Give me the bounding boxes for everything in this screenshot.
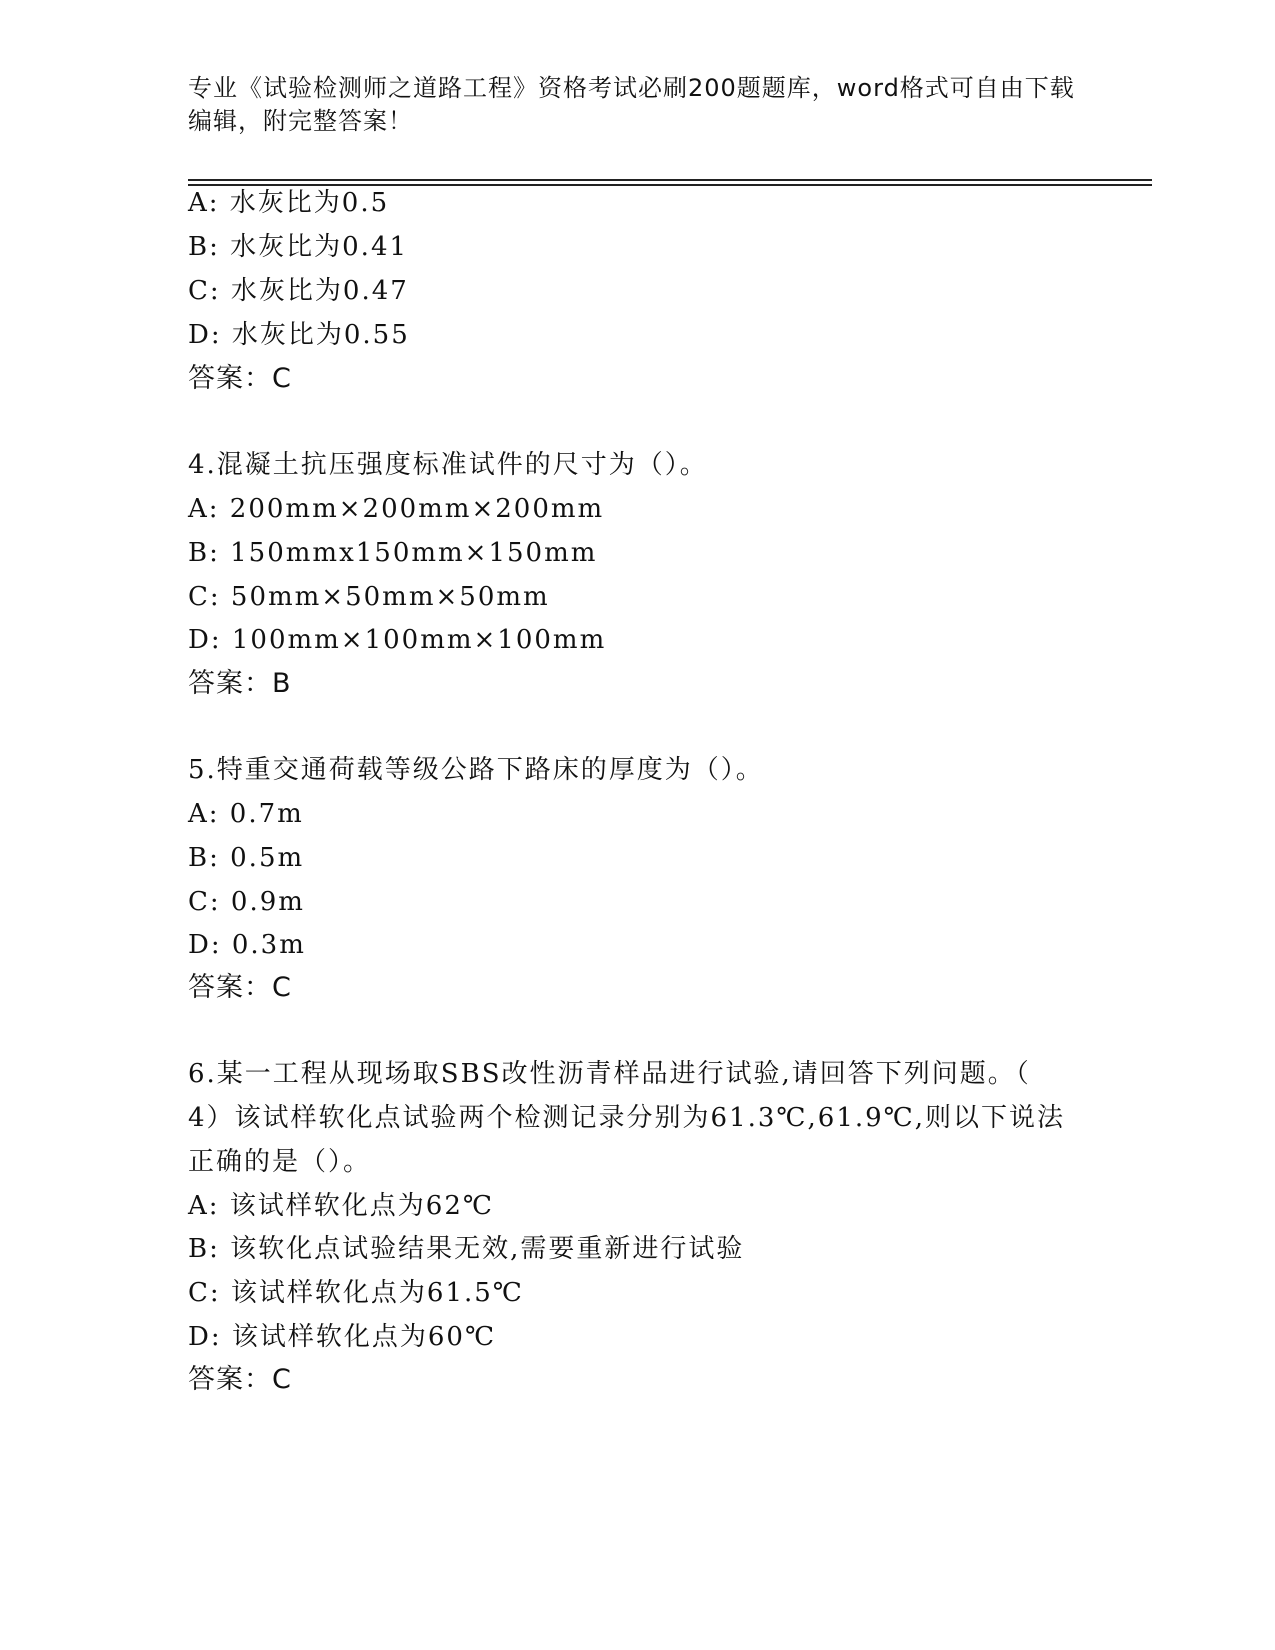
- q4-option-a: A: 200mm×200mm×200mm: [188, 494, 605, 524]
- q3-option-c: C: 水灰比为0.47: [188, 276, 409, 306]
- q4-question: 4.混凝土抗压强度标准试件的尺寸为（）。: [188, 450, 708, 480]
- header-divider-bottom: [188, 184, 1152, 186]
- header-divider-top: [188, 179, 1152, 181]
- q3-option-d: D: 水灰比为0.55: [188, 320, 410, 350]
- q4-option-d: D: 100mm×100mm×100mm: [188, 625, 607, 655]
- q6-option-a: A: 该试样软化点为62℃: [188, 1191, 494, 1221]
- header-title-line1: 专业《试验检测师之道路工程》资格考试必刷200题题库，word格式可自由下载: [188, 74, 1075, 102]
- q3-option-b: B: 水灰比为0.41: [188, 232, 409, 262]
- q4-option-b: B: 150mmx150mm×150mm: [188, 538, 598, 568]
- q3-answer: 答案：C: [188, 363, 292, 394]
- q5-option-c: C: 0.9m: [188, 887, 305, 917]
- q5-option-a: A: 0.7m: [188, 799, 304, 829]
- q4-answer: 答案：B: [188, 668, 292, 699]
- q4-option-c: C: 50mm×50mm×50mm: [188, 582, 550, 612]
- q5-option-b: B: 0.5m: [188, 843, 305, 873]
- q6-option-b: B: 该软化点试验结果无效,需要重新进行试验: [188, 1234, 745, 1264]
- q3-option-a: A: 水灰比为0.5: [188, 188, 390, 218]
- q5-question: 5.特重交通荷载等级公路下路床的厚度为（）。: [188, 755, 764, 785]
- q6-question-line3: 正确的是（）。: [188, 1147, 372, 1177]
- q6-option-c: C: 该试样软化点为61.5℃: [188, 1278, 524, 1308]
- q6-answer: 答案：C: [188, 1364, 292, 1395]
- header-title-line2: 编辑，附完整答案！: [188, 107, 413, 135]
- q6-question-line1: 6.某一工程从现场取SBS改性沥青样品进行试验,请回答下列问题。（: [188, 1059, 1031, 1089]
- q5-option-d: D: 0.3m: [188, 930, 306, 960]
- q6-question-line2: 4）该试样软化点试验两个检测记录分别为61.3℃,61.9℃,则以下说法: [188, 1103, 1066, 1133]
- q6-option-d: D: 该试样软化点为60℃: [188, 1322, 497, 1352]
- document-header: [188, 72, 1088, 138]
- q5-answer: 答案：C: [188, 972, 292, 1003]
